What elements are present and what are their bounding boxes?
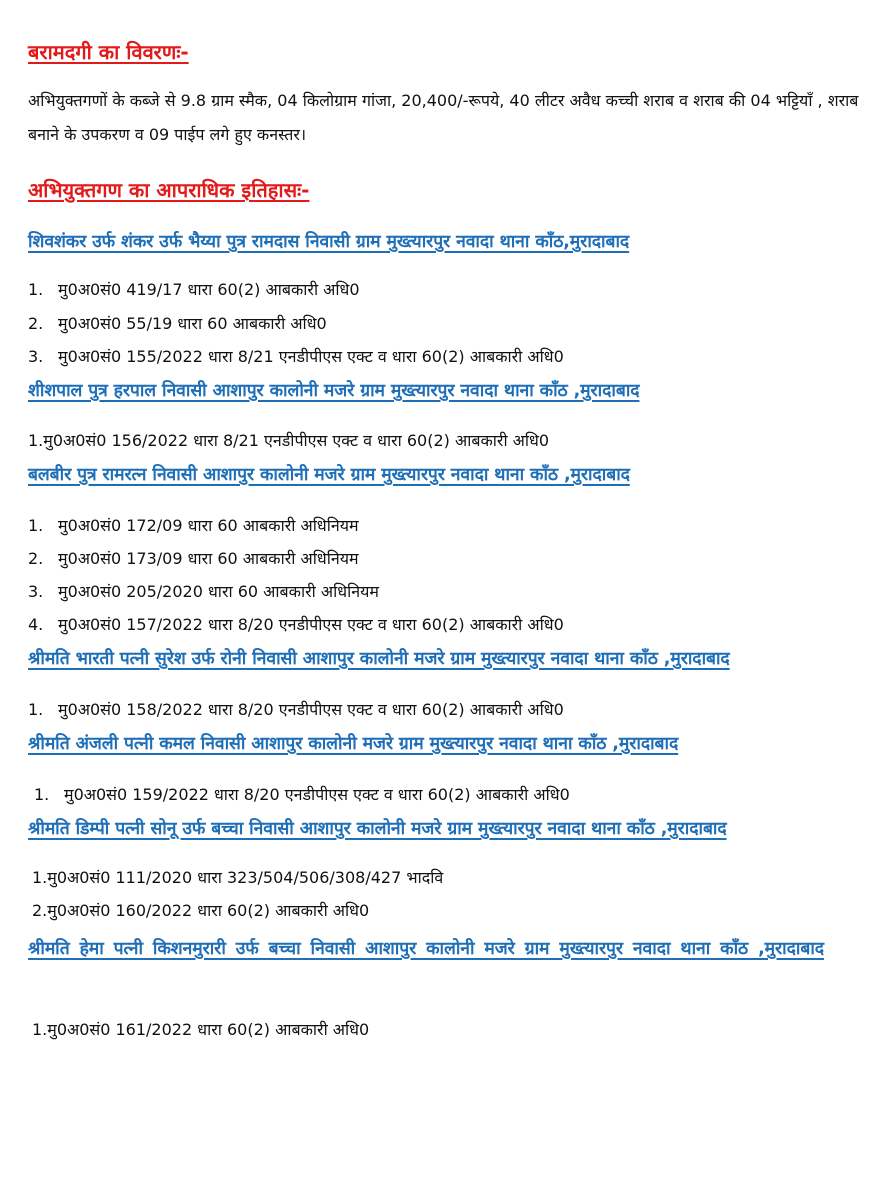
case-item: 1.मु0अ0सं0 156/2022 धारा 8/21 एनडीपीएस एक्ट व धारा 60(2) आबकारी अधि0: [28, 431, 550, 450]
accused-name: श्रीमति डिम्पी पत्नी सोनू उर्फ बच्चा निवासी आशापुर कालोनी मजरे ग्राम मुख्त्यारपुर नवादा थाना काँठ ,मुरादाबाद: [28, 819, 727, 839]
case-item: 1. मु0अ0सं0 419/17 धारा 60(2) आबकारी अधि0: [28, 280, 360, 299]
accused-name: श्रीमति अंजली पत्नी कमल निवासी आशापुर कालोनी मजरे ग्राम मुख्त्यारपुर नवादा थाना काँठ ,मुरादाबाद: [28, 734, 679, 754]
case-item: 1.मु0अ0सं0 161/2022 धारा 60(2) आबकारी अधि0: [32, 1020, 370, 1039]
criminal-history-heading: अभियुक्तगण का आपराधिक इतिहासः-: [28, 178, 310, 202]
case-item: 3. मु0अ0सं0 155/2022 धारा 8/21 एनडीपीएस एक्ट व धारा 60(2) आबकारी अधि0: [28, 347, 564, 366]
accused-name: शीशपाल पुत्र हरपाल निवासी आशापुर कालोनी मजरे ग्राम मुख्त्यारपुर नवादा थाना काँठ ,मुरादाबाद: [28, 381, 640, 401]
case-item: 2.मु0अ0सं0 160/2022 धारा 60(2) आबकारी अधि0: [32, 901, 370, 920]
recovery-heading: बरामदगी का विवरणः-: [28, 40, 189, 64]
case-item: 3. मु0अ0सं0 205/2020 धारा 60 आबकारी अधिनियम: [28, 582, 379, 601]
case-item: 1. मु0अ0सं0 159/2022 धारा 8/20 एनडीपीएस एक्ट व धारा 60(2) आबकारी अधि0: [34, 785, 570, 804]
case-item: 1. मु0अ0सं0 172/09 धारा 60 आबकारी अधिनियम: [28, 516, 359, 535]
case-item: 4. मु0अ0सं0 157/2022 धारा 8/20 एनडीपीएस एक्ट व धारा 60(2) आबकारी अधि0: [28, 615, 564, 634]
case-item: 2. मु0अ0सं0 55/19 धारा 60 आबकारी अधि0: [28, 314, 327, 333]
case-item: 1. मु0अ0सं0 158/2022 धारा 8/20 एनडीपीएस एक्ट व धारा 60(2) आबकारी अधि0: [28, 700, 564, 719]
case-item: 2. मु0अ0सं0 173/09 धारा 60 आबकारी अधिनियम: [28, 549, 359, 568]
recovery-details: अभियुक्तगणों के कब्जे से 9.8 ग्राम स्मैक, 04 किलोग्राम गांजा, 20,400/-रूपये, 40 लीटर अवैध कच्ची शराब व शराब की 04 भट्टियाँ , शराब बनाने के उपकरण व 09 पाईप लगे हुए कनस्तर।: [28, 91, 859, 144]
case-item: 1.मु0अ0सं0 111/2020 धारा 323/504/506/308/427 भादवि: [32, 868, 444, 887]
accused-name: बलबीर पुत्र रामरत्न निवासी आशापुर कालोनी मजरे ग्राम मुख्त्यारपुर नवादा थाना काँठ ,मुरादाबाद: [28, 465, 630, 485]
accused-name: श्रीमति भारती पत्नी सुरेश उर्फ रोनी निवासी आशापुर कालोनी मजरे ग्राम मुख्त्यारपुर नवादा थाना काँठ ,मुरादाबाद: [28, 649, 730, 669]
accused-name: श्रीमति हेमा पत्नी किशनमुरारी उर्फ बच्चा निवासी आशापुर कालोनी मजरे ग्राम मुख्त्यारपुर नवादा थाना काँठ ,मुरादाबाद: [28, 939, 824, 959]
accused-name: शिवशंकर उर्फ शंकर उर्फ भैय्या पुत्र रामदास निवासी ग्राम मुख्त्यारपुर नवादा थाना काँठ,मुरादाबाद: [28, 232, 630, 252]
